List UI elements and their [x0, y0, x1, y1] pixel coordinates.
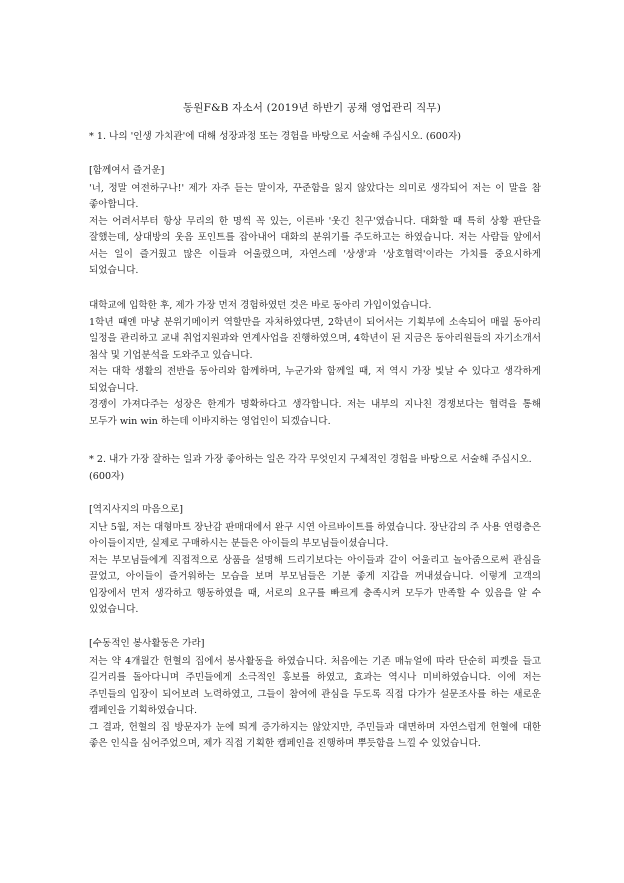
q1-answer-section-1 [89, 163, 541, 280]
answer-paragraph: 저는 어려서부터 항상 무리의 한 명씩 꼭 있는, 이른바 '웃긴 친구'였습니다. 대화할 때 특히 상황 판단을 잘했는데, 상대방의 웃음 포인트를 잡아내어 대화의 분위기를 주도하고는 하였습니다. 저는 사람들 앞에서 서는 일이 즐거웠고 많은 이들과 어울렸으며, 자연스레 '상생'과 '상호협력'이라는 가치를 중요시하게 되었습니다. [89, 215, 541, 276]
answer-paragraph: 저는 대학 생활의 전반을 동아리와 함께하며, 누군가와 함께일 때, 저 역시 가장 빛날 수 있다고 생각하게 되었습니다. [89, 366, 541, 394]
answer-paragraph: 1학년 때엔 마냥 분위기메이커 역할만을 자처하였다면, 2학년이 되어서는 기획부에 소속되어 매월 동아리 일정을 관리하고 교내 취업지원과와 연계사업을 진행하였으며, 4학년이 된 지금은 동아리원들의 자기소개서 첨삭 및 기업분석을 도와주고 있습니다. [89, 316, 541, 361]
q2-answer-section-1 [89, 502, 541, 619]
section-heading: [함께여서 즐거운] [89, 165, 165, 176]
answer-paragraph: 경쟁이 가져다주는 성장은 한계가 명확하다고 생각합니다. 저는 내부의 지나친 경쟁보다는 협력을 통해 모두가 win win 하는데 이바지하는 영업인이 되겠습니다. [89, 399, 541, 427]
answer-paragraph: '너, 정말 여전하구나!' 제가 자주 듣는 말이자, 꾸준함을 잃지 않았다는 의미로 생각되어 저는 이 말을 참 좋아합니다. [89, 182, 541, 210]
answer-paragraph: 지난 5월, 저는 대형마트 장난감 판매대에서 완구 시연 아르바이트를 하였습니다. 장난감의 주 사용 연령층은 아이들이지만, 실제로 구매하시는 분들은 아이들의 부모님들이셨습니다. [89, 521, 541, 549]
section-heading: [수동적인 봉사활동은 가라] [89, 638, 205, 649]
answer-paragraph: 저는 부모님들에게 직접적으로 상품을 설명해 드리기보다는 아이들과 같이 어울리고 놀아줌으로써 관심을 끌었고, 아이들이 즐거워하는 모습을 보며 부모님들은 기분 좋게 지갑을 꺼내셨습니다. 이렇게 고객의 입장에서 먼저 생각하고 행동하였을 때, 서로의 요구를 빠르게 충족시켜 모두가 만족할 수 있음을 알 수 있었습니다. [89, 554, 541, 615]
answer-paragraph: 그 결과, 헌혈의 집 방문자가 눈에 띄게 증가하지는 않았지만, 주민들과 대면하며 자연스럽게 헌혈에 대한 좋은 인식을 심어주었으며, 제가 직접 기획한 캠페인을 진행하며 뿌듯함을 느낄 수 있었습니다. [89, 721, 541, 749]
question-2: * 2. 내가 가장 잘하는 일과 가장 좋아하는 일은 각각 무엇인지 구체적인 경험을 바탕으로 서술해 주십시오. (600자) [89, 454, 532, 482]
q1-answer-section-2 [89, 298, 541, 430]
q2-answer-section-2 [89, 636, 541, 753]
document-title: 동원F&B 자소서 (2019년 하반기 공채 영업관리 직무) [182, 102, 442, 114]
section-heading: [역지사지의 마음으로] [89, 504, 183, 515]
question-1: * 1. 나의 '인생 가치관'에 대해 성장과정 또는 경험을 바탕으로 서술해 주십시오. (600자) [89, 131, 461, 142]
answer-paragraph: 저는 약 4개월간 헌혈의 집에서 봉사활동을 하였습니다. 처음에는 기존 매뉴얼에 따라 단순히 피켓을 들고 길거리를 돌아다니며 주민들에게 소극적인 홍보를 하였고, 효과는 역시나 미비하였습니다. 이에 저는 주민들의 입장이 되어보려 노력하였고, 그들이 참여에 관심을 두도록 직접 다가가 설문조사를 하는 새로운 캠페인을 기획하였습니다. [89, 655, 541, 716]
answer-paragraph: 대학교에 입학한 후, 제가 가장 먼저 경험하였던 것은 바로 동아리 가입이었습니다. [89, 300, 432, 311]
